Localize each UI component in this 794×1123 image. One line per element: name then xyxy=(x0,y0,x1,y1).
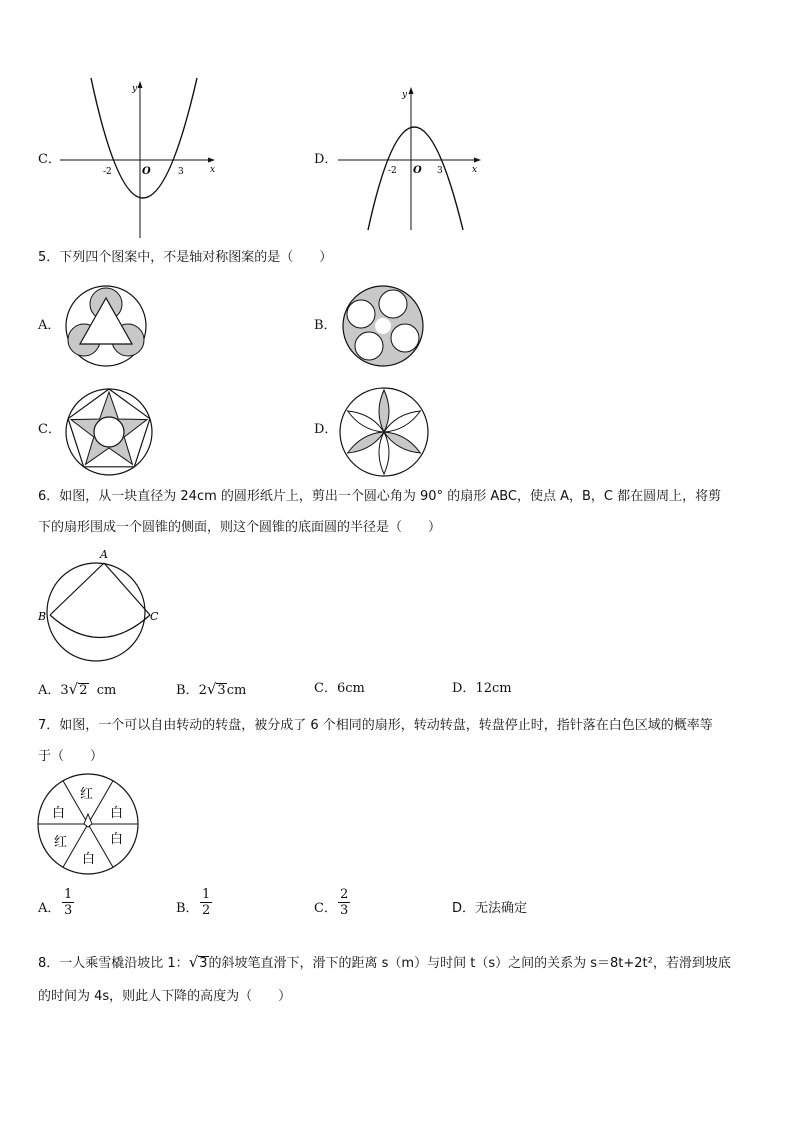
q5-option-d-label: D． xyxy=(314,422,338,437)
coefficient: 2 xyxy=(198,683,207,698)
q5-option-b-pattern xyxy=(341,284,425,368)
q4-option-d-graph xyxy=(338,84,488,234)
option-label: B． xyxy=(176,683,199,698)
q5-option-a-pattern xyxy=(64,284,148,368)
q7-option-c-fraction xyxy=(338,887,350,918)
unit: cm xyxy=(96,683,117,698)
option-label: D． xyxy=(452,901,476,916)
sector-label: 白 xyxy=(52,806,66,821)
q5-option-d-pattern xyxy=(338,386,430,478)
point-b-label: B xyxy=(38,610,47,623)
q5-option-a-label: A． xyxy=(38,318,61,333)
option-text: 6cm xyxy=(336,681,365,696)
origin-label: O xyxy=(413,165,422,176)
y-axis-label: y xyxy=(132,84,138,94)
q4-option-d-label: D． xyxy=(314,152,338,167)
q7-option-c-label: C． xyxy=(314,901,337,916)
option-label: A． xyxy=(38,683,61,698)
tick-label-right: 3 xyxy=(178,167,184,177)
sector-label: 白 xyxy=(110,806,124,821)
q6-figure xyxy=(36,544,166,666)
q6-option-c xyxy=(314,680,365,698)
numerator: 2 xyxy=(340,887,349,902)
q4-option-c-label: C． xyxy=(38,152,61,167)
q7-spinner xyxy=(36,772,140,876)
q4-option-c-graph xyxy=(60,78,220,238)
q6-option-d xyxy=(452,680,512,698)
sector-label: 红 xyxy=(80,787,94,802)
tick-label-left: -2 xyxy=(103,167,112,177)
stem-part: 8．一人乘雪橇沿坡比 1： xyxy=(38,956,189,971)
option-text: 12cm xyxy=(475,681,512,696)
q6-option-a: A．3√2 cm xyxy=(38,680,117,698)
denominator: 3 xyxy=(340,903,349,918)
q5-option-c-label: C． xyxy=(38,422,61,437)
q6-stem-line2: 下的扇形围成一个圆锥的侧面，则这个圆锥的底面圆的半径是（ ） xyxy=(38,520,442,535)
q7-option-b-label: B． xyxy=(176,901,199,916)
q7-option-b-fraction xyxy=(200,887,212,918)
q7-option-a-fraction xyxy=(62,887,74,918)
y-axis-label: y xyxy=(402,90,408,100)
q7-option-d xyxy=(452,900,527,918)
numerator: 1 xyxy=(202,887,211,902)
q5-option-c-pattern xyxy=(64,387,154,477)
tick-label-left: -2 xyxy=(388,166,397,176)
option-label: D． xyxy=(452,681,476,696)
sector-label: 红 xyxy=(54,835,68,850)
origin-label: O xyxy=(142,166,151,177)
q7-stem-line1: 7．如图，一个可以自由转动的转盘，被分成了 6 个相同的扇形，转动转盘，转盘停止时，指针落在白色区域的概率等 xyxy=(38,718,713,733)
q5-stem: 5．下列四个图案中，不是轴对称图案的是（ ） xyxy=(38,250,333,265)
radicand: 3 xyxy=(199,956,208,971)
denominator: 3 xyxy=(64,903,73,918)
x-axis-label: x xyxy=(210,165,216,175)
point-a-label: A xyxy=(100,548,108,561)
point-c-label: C xyxy=(150,610,159,623)
q6-option-b: B．2√3cm xyxy=(176,680,247,698)
q7-option-a-label: A． xyxy=(38,901,61,916)
sector-label: 白 xyxy=(110,832,124,847)
tick-label-right: 3 xyxy=(437,166,443,176)
q5-option-b-label: B． xyxy=(314,318,337,333)
stem-part: 的斜坡笔直滑下，滑下的距离 s（m）与时间 t（s）之间的关系为 s＝8t+2t²，若滑到坡底 xyxy=(208,956,731,971)
q7-stem-line2: 于（ ） xyxy=(38,749,104,764)
option-label: C． xyxy=(314,681,337,696)
x-axis-label: x xyxy=(472,165,478,175)
coefficient: 3 xyxy=(60,683,69,698)
sector-label: 白 xyxy=(82,852,96,867)
denominator: 2 xyxy=(202,903,211,918)
unit: cm xyxy=(226,683,247,698)
option-text: 无法确定 xyxy=(475,901,528,916)
q8-stem-line1: 8．一人乘雪橇沿坡比 1：√3的斜坡笔直滑下，滑下的距离 s（m）与时间 t（s）之间的关系为 s＝8t+2t²，若滑到坡底 xyxy=(38,953,731,971)
radicand: 3 xyxy=(217,683,226,698)
radicand: 2 xyxy=(79,683,88,698)
q6-stem-line1: 6．如图，从一块直径为 24cm 的圆形纸片上，剪出一个圆心角为 90° 的扇形 ABC，使点 A，B，C 都在圆周上，将剪 xyxy=(38,489,722,504)
numerator: 1 xyxy=(64,887,73,902)
q8-stem-line2: 的时间为 4s，则此人下降的高度为（ ） xyxy=(38,989,292,1004)
